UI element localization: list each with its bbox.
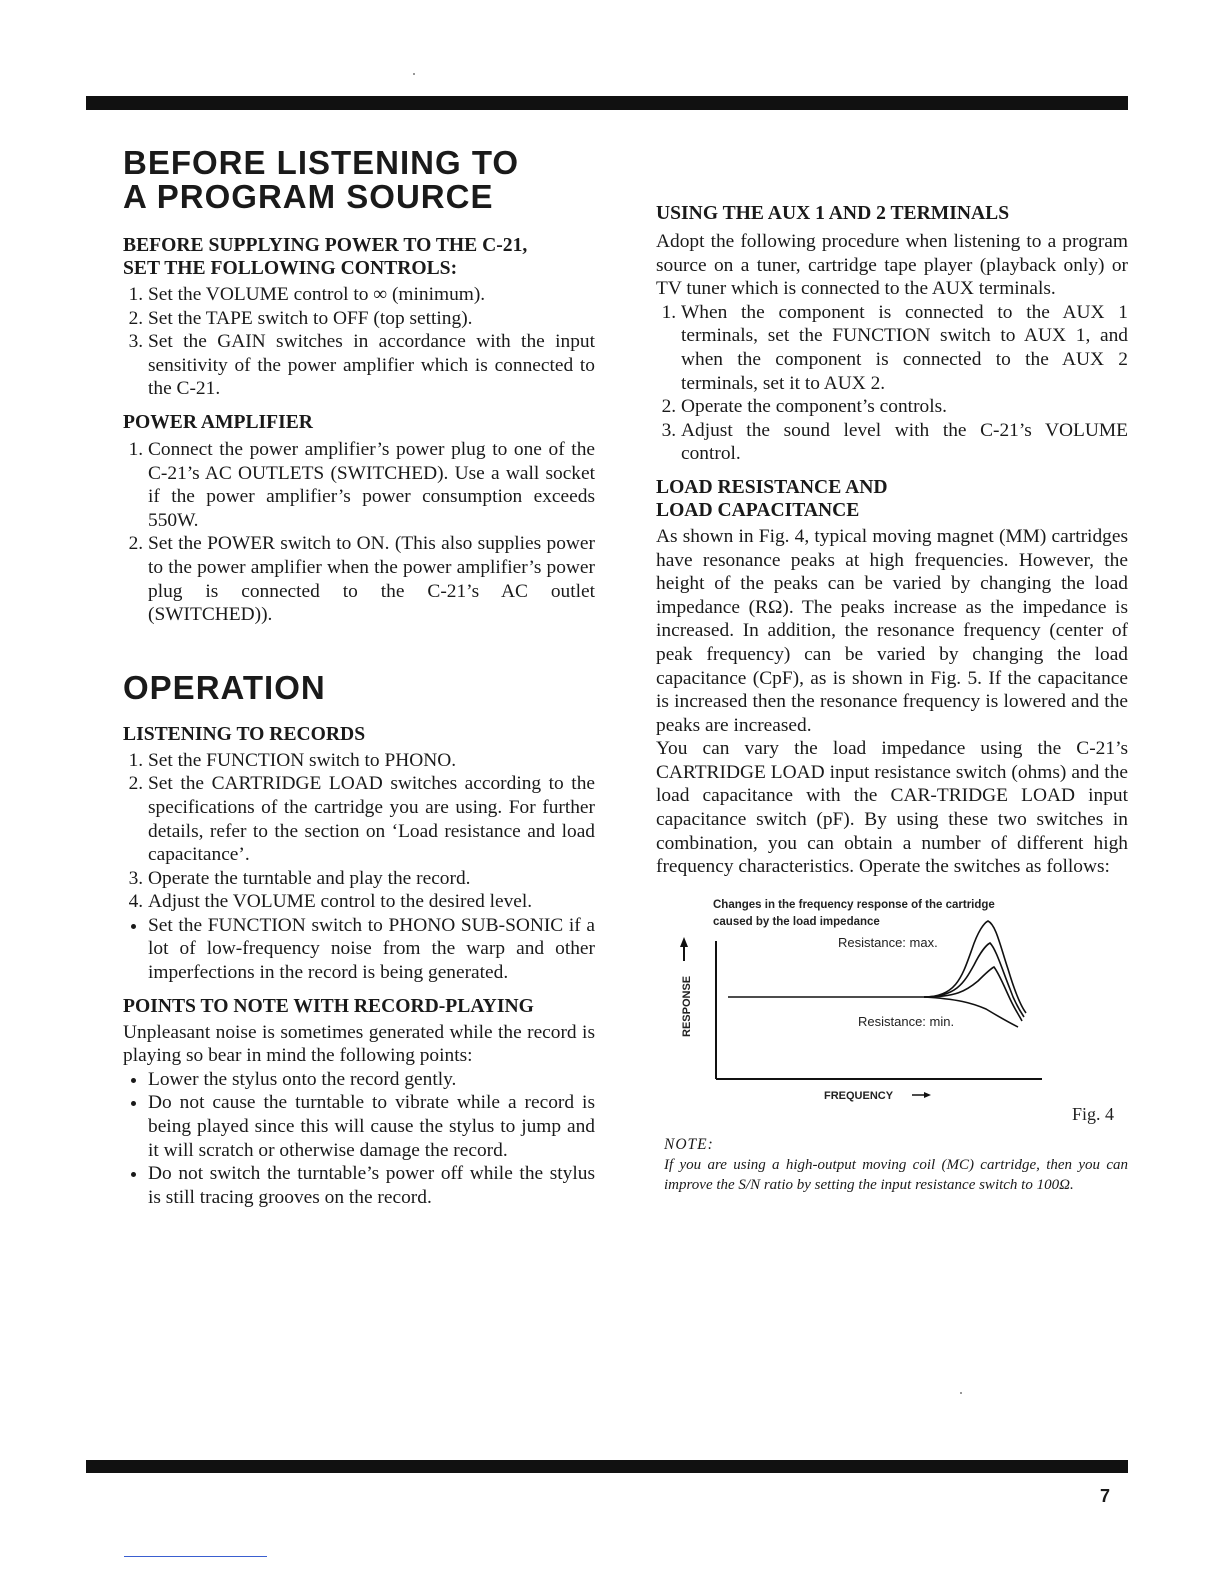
list-item: • Lower the stylus onto the record gently. <box>148 1068 595 1092</box>
label-resistance-max: Resistance: max. <box>838 934 938 950</box>
section-title-power-amplifier: POWER AMPLIFIER <box>123 411 313 433</box>
list-item: 4. Adjust the VOLUME control to the desired level. <box>148 890 595 914</box>
scan-speck <box>413 73 415 75</box>
list-item: 3. Operate the turntable and play the record. <box>148 867 595 891</box>
list-item: • Set the FUNCTION switch to PHONO SUB-SONIC if a lot of low-frequency noise from the warp and other imperfections in the record is being generated. <box>148 914 595 985</box>
section-title-listening-records: LISTENING TO RECORDS <box>123 723 366 745</box>
x-axis-arrow-icon <box>912 1092 931 1098</box>
heading-line: A PROGRAM SOURCE <box>123 178 494 215</box>
note-text: If you are using a high-output moving coil (MC) cartridge, then you can improve the S/N ratio by setting the input resistance switch to 100Ω. <box>664 1156 1128 1194</box>
left-column <box>123 146 595 1209</box>
figure-caption-line: Changes in the frequency response of the cartridge <box>713 898 995 911</box>
amplifier-steps-list <box>123 438 595 627</box>
figure-label: Fig. 4 <box>1072 1103 1115 1124</box>
load-paragraph-2: You can vary the load impedance using the C-21’s CARTRIDGE LOAD input resistance switch (ohms) and the load capacitance with the CAR-TRIDGE LOAD input capacitance switch (pF). By using these two switches in combination, you can obtain a number of different high frequency characteristics. Operate the switches as follows: <box>656 738 1128 878</box>
load-paragraph-1: As shown in Fig. 4, typical moving magnet (MM) cartridges have resonance peaks at high frequencies. However, the height of the peaks can be varied by changing the load impedance (RΩ). The peaks increase as the impedance is increased. In addition, the resonance frequency (center of peak frequency) can be varied by changing the load capacitance (CpF), as is shown in Fig. 5. If the capacitance is increased then the resonance frequency is lowered and the peaks are increased. <box>656 525 1128 736</box>
records-steps-list <box>123 749 595 914</box>
heading-operation: OPERATION <box>123 668 326 706</box>
list-item: • Do not switch the turntable’s power off while the stylus is still tracing grooves on the record. <box>148 1162 595 1209</box>
page-number: 7 <box>1100 1486 1111 1506</box>
underline-mark <box>124 1556 267 1557</box>
section-title-points-to-note: POINTS TO NOTE WITH RECORD-PLAYING <box>123 995 534 1017</box>
heading-before-listening <box>123 146 595 214</box>
section-title-line: BEFORE SUPPLYING POWER TO THE C-21, <box>123 235 528 256</box>
bottom-rule <box>86 1460 1128 1473</box>
top-rule <box>86 96 1128 110</box>
note-label: NOTE: <box>664 1135 714 1153</box>
right-column <box>656 202 1128 1217</box>
list-item: 2. Set the CARTRIDGE LOAD switches according to the specifications of the cartridge you are using. For further details, refer to the section on ‘Load resistance and load capacitance’. <box>148 772 595 866</box>
figure-caption-line: caused by the load impedance <box>713 915 880 928</box>
list-item: 1. Set the FUNCTION switch to PHONO. <box>148 749 595 773</box>
section-title-line: LOAD RESISTANCE AND <box>656 476 888 498</box>
section-title-line: LOAD CAPACITANCE <box>656 499 860 521</box>
list-item: 3. Adjust the sound level with the C-21’s VOLUME control. <box>681 419 1128 466</box>
list-item: • Do not cause the turntable to vibrate while a record is being played since this will cause the stylus to jump and it will scratch or otherwise damage the record. <box>148 1091 595 1162</box>
power-steps-list <box>123 283 595 401</box>
list-item: 2. Set the TAPE switch to OFF (top setting). <box>148 307 595 331</box>
scan-speck <box>960 1392 962 1394</box>
points-bullet-list <box>123 1068 595 1210</box>
section-title-aux-terminals: USING THE AUX 1 AND 2 TERMINALS <box>656 203 1010 224</box>
y-axis-label: RESPONSE <box>681 975 693 1037</box>
points-intro: Unpleasant noise is sometimes generated while the record is playing so bear in mind the following points: <box>123 1021 595 1067</box>
list-item: 2. Operate the component’s controls. <box>681 395 1128 419</box>
records-bullet-list <box>123 914 595 985</box>
y-axis-arrow-icon <box>680 937 688 961</box>
list-item: 1. When the component is connected to the AUX 1 terminals, set the FUNCTION switch to AUX 1, and when the component is connected to the AUX 2 terminals, set it to AUX 2. <box>681 301 1128 395</box>
aux-steps-list <box>656 301 1128 466</box>
frequency-response-diagram <box>656 897 1128 1133</box>
section-title-load <box>656 476 1128 522</box>
section-title-before-power <box>123 234 595 280</box>
heading-line: BEFORE LISTENING TO <box>123 144 520 181</box>
list-item: 2. Set the POWER switch to ON. (This also supplies power to the power amplifier when the power amplifier’s power plug is connected to the C-21’s AC outlet (SWITCHED)). <box>148 532 595 626</box>
section-title-line: SET THE FOLLOWING CONTROLS: <box>123 258 458 279</box>
curve-2 <box>924 943 1024 1017</box>
list-item: 1. Set the VOLUME control to ∞ (minimum). <box>148 283 595 307</box>
list-item: 3. Set the GAIN switches in accordance with the input sensitivity of the power amplifier which is connected to the C-21. <box>148 330 595 401</box>
aux-intro: Adopt the following procedure when listening to a program source on a tuner, cartridge tape player (playback only) or TV tuner which is connected to the AUX terminals. <box>656 231 1128 300</box>
figure-4 <box>656 897 1128 1217</box>
x-axis-label: FREQUENCY <box>824 1089 894 1102</box>
label-resistance-min: Resistance: min. <box>858 1013 955 1029</box>
curve-3 <box>924 967 1022 1021</box>
list-item: 1. Connect the power amplifier’s power plug to one of the C-21’s AC OUTLETS (SWITCHED). Use a wall socket if the power amplifier’s power consumption exceeds 550W. <box>148 438 595 532</box>
